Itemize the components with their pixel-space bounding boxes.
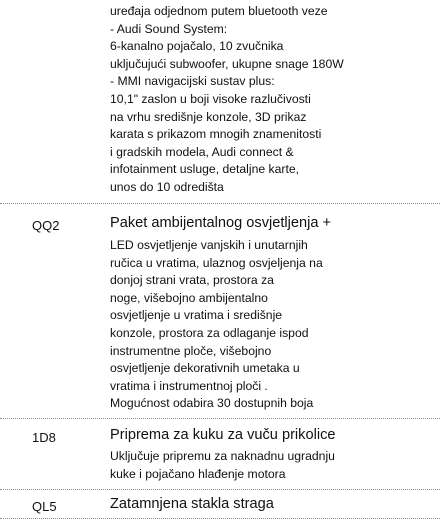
description-line: uređaja odjednom putem bluetooth veze	[110, 4, 328, 18]
description-line: - MMI navigacijski sustav plus:	[110, 74, 275, 89]
description-line: - Audi Sound System:	[110, 21, 228, 36]
description-line: i gradskih modela, Audi connect &	[110, 144, 294, 159]
description-line: osvjetljenje u vratima i središnje	[110, 308, 283, 323]
description-line: unos do 10 odredišta	[110, 179, 224, 194]
equipment-description	[110, 3, 430, 197]
description-line: noge, višebojno ambijentalno	[110, 290, 268, 305]
equipment-title: Priprema za kuku za vuču prikolice	[110, 427, 336, 443]
row-divider	[0, 203, 440, 204]
row-divider	[0, 489, 440, 490]
description-line: vratima i instrumentnoj ploči .	[110, 378, 268, 393]
description-line: Mogućnost odabira 30 dostupnih boja	[110, 396, 314, 411]
equipment-code: QQ2	[32, 218, 60, 233]
description-line: kuke i pojačano hlađenje motora	[110, 466, 286, 481]
equipment-code: QL5	[32, 499, 57, 514]
equipment-description	[110, 448, 430, 483]
description-line: uključujući subwoofer, ukupne snage 180W	[110, 56, 344, 71]
equipment-title: Zatamnjena stakla straga	[110, 496, 274, 512]
description-line: donjoj strani vrata, prostora za	[110, 273, 274, 288]
equipment-description	[110, 237, 430, 413]
equipment-title: Paket ambijentalnog osvjetljenja +	[110, 215, 332, 231]
description-line: osvjetljenje dekorativnih umetaka u	[110, 361, 300, 376]
description-line: 10,1" zaslon u boji visoke razlučivosti	[110, 91, 311, 106]
description-line: Uključuje pripremu za naknadnu ugradnju	[110, 449, 335, 463]
description-line: infotainment usluge, detaljne karte,	[110, 162, 300, 177]
equipment-code: 1D8	[32, 430, 56, 445]
description-line: LED osvjetljenje vanjskih i unutarnjih	[110, 238, 308, 252]
row-divider	[0, 518, 440, 519]
description-line: 6-kanalno pojačalo, 10 zvučnika	[110, 39, 284, 54]
description-line: konzole, prostora za odlaganje ispod	[110, 325, 309, 340]
description-line: karata s prikazom mnogih znamenitosti	[110, 127, 322, 142]
description-line: ručica u vratima, ulaznog osvjeljenja na	[110, 255, 323, 270]
description-line: na vrhu središnje konzole, 3D prikaz	[110, 109, 307, 124]
row-divider	[0, 418, 440, 419]
description-line: instrumentne ploče, višebojno	[110, 343, 272, 358]
